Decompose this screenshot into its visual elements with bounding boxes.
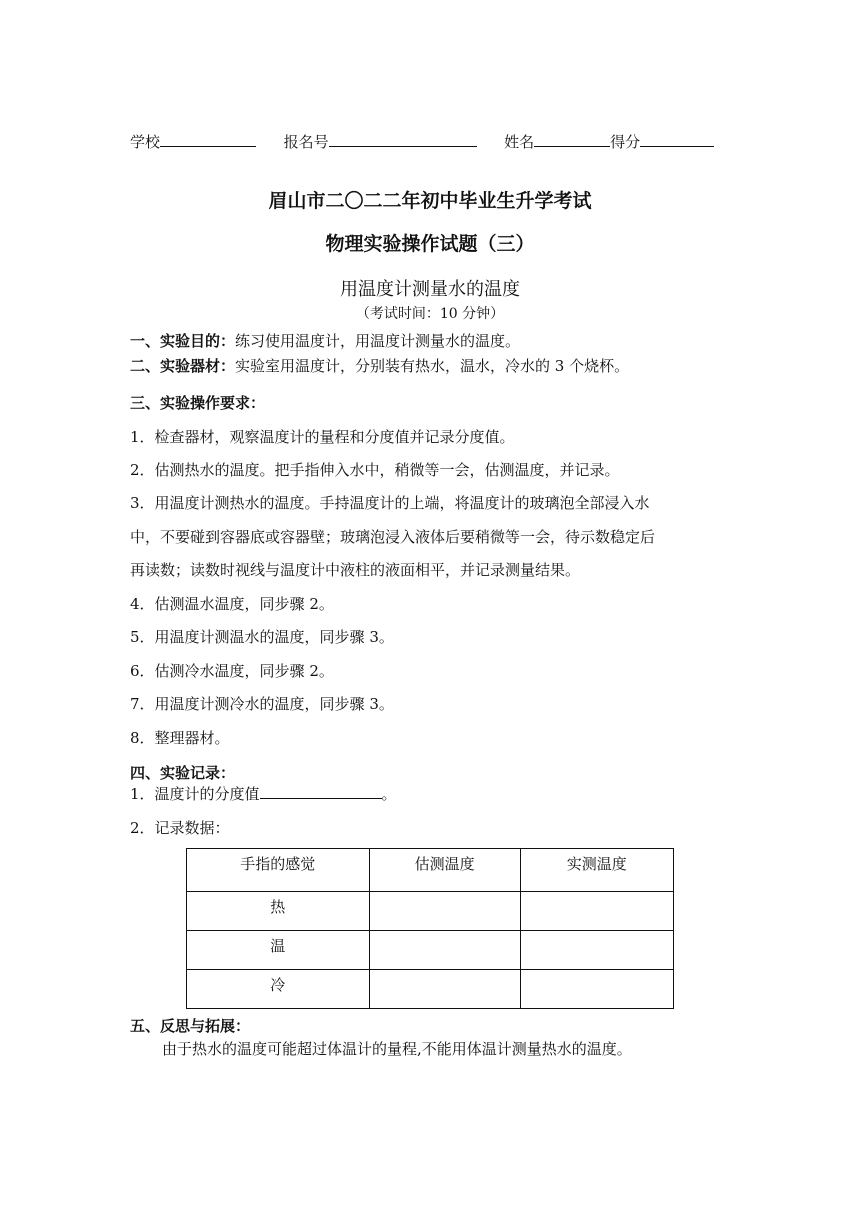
procedure-step: 1．检查器材，观察温度计的量程和分度值并记录分度值。 [130,428,515,446]
table-cell [369,931,520,970]
procedure-step: 中，不要碰到容器底或容器壁；玻璃泡浸入液体后要稍微等一会，待示数稳定后 [130,528,656,546]
table-cell [520,970,673,1009]
table-row [187,931,674,970]
table-header-cell: 实测温度 [520,849,673,892]
table-cell: 热 [187,892,370,931]
procedure-step: 8．整理器材。 [130,729,230,747]
table-cell [520,892,673,931]
table-row [187,970,674,1009]
procedure-step: 6．估测冷水温度，同步骤 2。 [130,662,334,680]
record-item-division [130,783,397,804]
registration-blank [329,132,477,147]
section-purpose [130,330,520,351]
score-label: 得分 [610,133,641,151]
section-equipment [130,355,629,376]
school-blank [160,132,256,147]
procedure-step: 再读数；读数时视线与温度计中液柱的液面相平，并记录测量结果。 [130,561,581,579]
procedure-step: 7．用温度计测冷水的温度，同步骤 3。 [130,695,394,713]
section-procedure-heading: 三、实验操作要求： [130,394,266,412]
exam-subtitle: 物理实验操作试题（三） [325,233,535,255]
table-cell [369,892,520,931]
section-equipment-text: 实验室用温度计，分别装有热水，温水，冷水的 3 个烧杯。 [235,357,630,375]
table-cell: 温 [187,931,370,970]
section-equipment-heading: 二、实验器材： [130,357,236,375]
exam-title: 眉山市二〇二二年初中毕业生升学考试 [268,190,592,212]
exam-time: （考试时间：10 分钟） [355,306,505,322]
record-table [186,848,674,1009]
table-cell: 冷 [187,970,370,1009]
record-item-data: 2．记录数据： [130,819,230,837]
table-row [187,892,674,931]
table-header-cell: 手指的感觉 [187,849,370,892]
header-info-line [130,131,714,152]
table-cell [520,931,673,970]
section-purpose-heading: 一、实验目的： [130,332,236,350]
table-header-cell: 估测温度 [369,849,520,892]
experiment-title: 用温度计测量水的温度 [340,279,520,300]
table-cell [369,970,520,1009]
section-reflection-text: 由于热水的温度可能超过体温计的量程,不能用体温计测量热水的温度。 [162,1040,632,1058]
procedure-step: 3．用温度计测热水的温度。手持温度计的上端，将温度计的玻璃泡全部浸入水 [130,494,650,512]
school-label: 学校 [130,133,161,151]
procedure-step: 4．估测温水温度，同步骤 2。 [130,595,334,613]
registration-label: 报名号 [283,133,329,151]
division-value-blank [260,784,382,799]
section-purpose-text: 练习使用温度计，用温度计测量水的温度。 [235,332,521,350]
name-blank [534,132,610,147]
section-record-heading: 四、实验记录： [130,764,236,782]
record-item-division-end: 。 [381,785,397,803]
procedure-step: 2．估测热水的温度。把手指伸入水中，稍微等一会，估测温度，并记录。 [130,461,620,479]
name-label: 姓名 [504,133,535,151]
section-reflection-heading: 五、反思与拓展： [130,1017,251,1035]
record-item-division-label: 1．温度计的分度值 [130,785,260,803]
score-blank [640,132,714,147]
procedure-step: 5．用温度计测温水的温度，同步骤 3。 [130,628,394,646]
table-header-row [187,849,674,892]
